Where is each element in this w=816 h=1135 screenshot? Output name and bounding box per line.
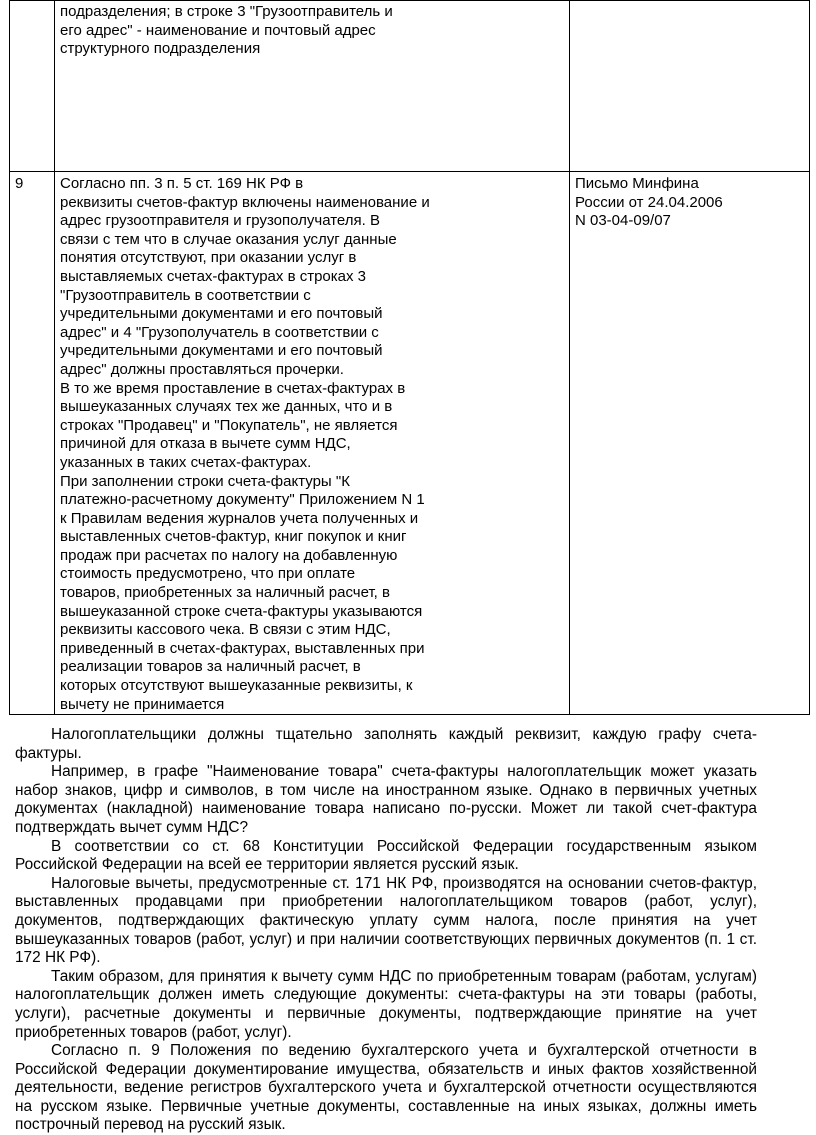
row-number xyxy=(10,1,54,3)
source-reference-line: России от 24.04.2006 xyxy=(575,193,723,211)
row-text-line: указанных в таких счетах-фактурах. xyxy=(60,453,312,471)
row-text-line: продаж при расчетах по налогу на добавленную xyxy=(60,546,398,564)
row-source-cell xyxy=(570,1,810,172)
row-text-line: подразделения; в строке 3 "Грузоотправитель и xyxy=(60,3,393,20)
paragraph: В соответствии со ст. 68 Конституции Российской Федерации государственным языком Российской Федерации на всей ее территории является русский язык. xyxy=(15,837,757,874)
source-reference-line: Письмо Минфина xyxy=(575,175,699,192)
row-text-line: реализации товаров за наличный расчет, в xyxy=(60,658,361,676)
row-text-line: связи с тем что в случае оказания услуг данные xyxy=(60,230,397,248)
row-text-line: платежно-расчетному документу" Приложением N 1 xyxy=(60,491,425,509)
paragraph: Налоговые вычеты, предусмотренные ст. 171 НК РФ, производятся на основании счетов-фактур, выставленных продавцами при приобретении налогоплательщиком товаров (работ, услуг), документов, подтверждающих фактическую уплату сумм налога, после принятия на учет вышеуказанных товаров (работ, услуг) и при наличии соответствующих первичных документов (п. 1 ст. 172 НК РФ). xyxy=(15,874,757,967)
paragraph: Например, в графе "Наименование товара" счета-фактуры налогоплательщик может указать набор знаков, цифр и символов, в том числе на иностранном языке. Однако в первичных учетных документах (накладной) наименование товара написано по-русски. Может ли такой счет-фактура подтверждать вычет сумм НДС? xyxy=(15,763,757,836)
row-text-line: структурного подразделения xyxy=(60,40,261,58)
row-number-cell xyxy=(10,172,55,715)
row-text-line: вышеуказанных случаях тех же данных, что и в xyxy=(60,398,393,416)
paragraph: Таким образом, для принятия к вычету сумм НДС по приобретенным товарам (работам, услугам) налогоплательщик должен иметь следующие документы: счета-фактуры на эти товары (работы, услуги), расчетные документы и первичные документы, подтверждающие принятие на учет приобретенных товаров (работ, услуг). xyxy=(15,967,757,1041)
row-text-line: вычету не принимается xyxy=(60,695,225,713)
table-row xyxy=(10,1,810,172)
row-text-line: учредительными документами и его почтовый xyxy=(60,342,383,360)
row-text-line: которых отсутствуют вышеуказанные реквизиты, к xyxy=(60,677,413,695)
row-text-cell xyxy=(55,172,570,715)
row-text-line: причиной для отказа в вычете сумм НДС, xyxy=(60,435,351,453)
row-source-cell xyxy=(570,172,810,715)
explanations-table xyxy=(9,0,810,715)
source-reference-line: N 03-04-09/07 xyxy=(575,212,671,230)
row-text-line: его адрес" - наименование и почтовый адрес xyxy=(60,21,376,39)
body-text xyxy=(15,726,757,1135)
row-text-line: вышеуказанной строке счета-фактуры указываются xyxy=(60,602,423,620)
row-text-line: к Правилам ведения журналов учета полученных и xyxy=(60,509,419,527)
row-text-line: стоимость предусмотрено, что при оплате xyxy=(60,565,356,583)
paragraph: Согласно п. 9 Положения по ведению бухгалтерского учета и бухгалтерской отчетности в Российской Федерации документирование имущества, обязательств и иных фактов хозяйственной деятельности, ведение регистров бухгалтерского учета и бухгалтерской отчетности осуществляются на русском языке. Первичные учетные документы, составленные на иных языках, должны иметь построчный перевод на русский язык. xyxy=(15,1042,757,1134)
row-text-line: адрес грузоотправителя и грузополучателя. В xyxy=(60,212,380,230)
row-text-line: товаров, приобретенных за наличный расчет, в xyxy=(60,584,390,602)
paragraph: Налогоплательщики должны тщательно заполнять каждый реквизит, каждую графу счета-фактуры. xyxy=(15,726,757,762)
row-number-cell xyxy=(10,1,55,172)
row-text-line: Согласно пп. 3 п. 5 ст. 169 НК РФ в xyxy=(60,175,304,192)
row-text-line: "Грузоотправитель в соответствии с xyxy=(60,286,311,304)
row-text-line: строках "Продавец" и "Покупатель", не является xyxy=(60,416,398,434)
row-text-line: адрес" должны проставляться прочерки. xyxy=(60,360,344,378)
row-number: 9 xyxy=(15,175,24,192)
row-text-line: выставленных счетов-фактур, книг покупок и книг xyxy=(60,528,407,546)
row-text-line: выставляемых счетах-фактурах в строках 3 xyxy=(60,267,366,285)
row-text-line: При заполнении строки счета-фактуры "К xyxy=(60,472,350,490)
row-text-cell xyxy=(55,1,570,172)
row-text-line: реквизиты счетов-фактур включены наименование и xyxy=(60,193,430,211)
row-text-line: приведенный в счетах-фактурах, выставленных при xyxy=(60,639,425,657)
row-text-line: учредительными документами и его почтовый xyxy=(60,305,383,323)
row-text-line: понятия отсутствуют, при оказании услуг в xyxy=(60,249,357,267)
row-text-line: реквизиты кассового чека. В связи с этим НДС, xyxy=(60,621,391,639)
table-row xyxy=(10,172,810,715)
row-text-line: адрес" и 4 "Грузополучатель в соответствии с xyxy=(60,323,379,341)
row-text-line: В то же время проставление в счетах-фактурах в xyxy=(60,379,406,397)
